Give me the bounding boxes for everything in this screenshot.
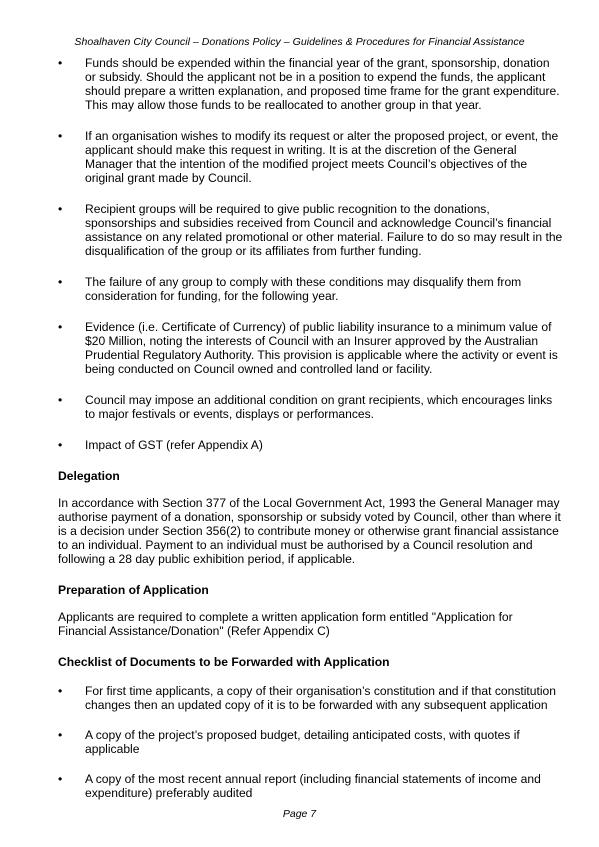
- list-item: [58, 129, 563, 185]
- list-item-text: Recipient groups will be required to give public recognition to the donations, sponsorships and subsidies received from Council and acknowledge Council’s financial assistance on any related promotional or other material. Failure to do so may result in the disqualification of the group or its affiliates from further funding.: [85, 202, 563, 258]
- preparation-heading: Preparation of Application: [58, 583, 209, 597]
- list-item: [58, 772, 563, 800]
- list-item: [58, 275, 563, 303]
- list-item: [58, 438, 563, 452]
- bullet-icon: •: [58, 56, 63, 70]
- delegation-paragraph: In accordance with Section 377 of the Local Government Act, 1993 the General Manager may authorise payment of a donation, sponsorship or subsidy voted by Council, other than where it is a decision under Section 356(2) to contribute money or otherwise grant financial assistance to an individual. Payment to an individual must be authorised by a Council resolution and following a 28 day public exhibition period, if applicable.: [58, 496, 561, 566]
- bullet-icon: •: [58, 438, 63, 452]
- bullet-icon: •: [58, 393, 63, 407]
- list-item: [58, 56, 563, 112]
- list-item-text: Evidence (i.e. Certificate of Currency) of public liability insurance to a minimum value of $20 Million, noting the interests of Council with an Insurer approved by the Australian Prudential Regulatory Authority. This provision is applicable where the activity or event is being conducted on Council owned and controlled land or facility.: [85, 320, 558, 376]
- list-item-text: Funds should be expended within the financial year of the grant, sponsorship, donation or subsidy. Should the applicant not be in a position to expend the funds, the applicant should prepare a written explanation, and proposed time frame for the grant expenditure. This may allow those funds to be reallocated to another group in that year.: [85, 56, 560, 112]
- list-item-text: A copy of the project’s proposed budget, detailing anticipated costs, with quotes if applicable: [85, 728, 520, 756]
- bullet-icon: •: [58, 202, 63, 216]
- conditions-list: [58, 56, 563, 452]
- running-header: Shoalhaven City Council – Donations Policy – Guidelines & Procedures for Financial Assistance: [74, 36, 525, 48]
- list-item: [58, 728, 563, 756]
- page-number: Page 7: [282, 808, 317, 820]
- list-item: [58, 684, 563, 712]
- list-item: [58, 202, 563, 258]
- list-item-text: For first time applicants, a copy of their organisation’s constitution and if that constitution changes then an updated copy of it is to be forwarded with any subsequent application: [85, 684, 557, 712]
- bullet-icon: •: [58, 275, 63, 289]
- bullet-icon: •: [58, 129, 63, 143]
- list-item-text: Impact of GST (refer Appendix A): [85, 438, 263, 452]
- list-item-text: If an organisation wishes to modify its request or alter the proposed project, or event, the applicant should make this request in writing. It is at the discretion of the General Manager that the intention of the modified project meets Council’s objectives of the original grant made by Council.: [85, 129, 559, 185]
- delegation-heading: Delegation: [58, 469, 120, 483]
- checklist-heading: Checklist of Documents to be Forwarded with Application: [58, 655, 390, 669]
- page-body: [58, 56, 563, 816]
- list-item-text: A copy of the most recent annual report (including financial statements of income and expenditure) preferably audited: [85, 772, 541, 800]
- bullet-icon: •: [58, 320, 63, 334]
- checklist-list: [58, 684, 563, 800]
- list-item-text: Council may impose an additional condition on grant recipients, which encourages links to major festivals or events, displays or performances.: [85, 393, 553, 421]
- bullet-icon: •: [58, 728, 63, 742]
- preparation-paragraph: Applicants are required to complete a written application form entitled "Application for Financial Assistance/Donation" (Refer Appendix C): [58, 610, 513, 638]
- bullet-icon: •: [58, 772, 63, 786]
- list-item: [58, 320, 563, 376]
- list-item-text: The failure of any group to comply with these conditions may disqualify them from consideration for funding, for the following year.: [85, 275, 522, 303]
- list-item: [58, 393, 563, 421]
- bullet-icon: •: [58, 684, 63, 698]
